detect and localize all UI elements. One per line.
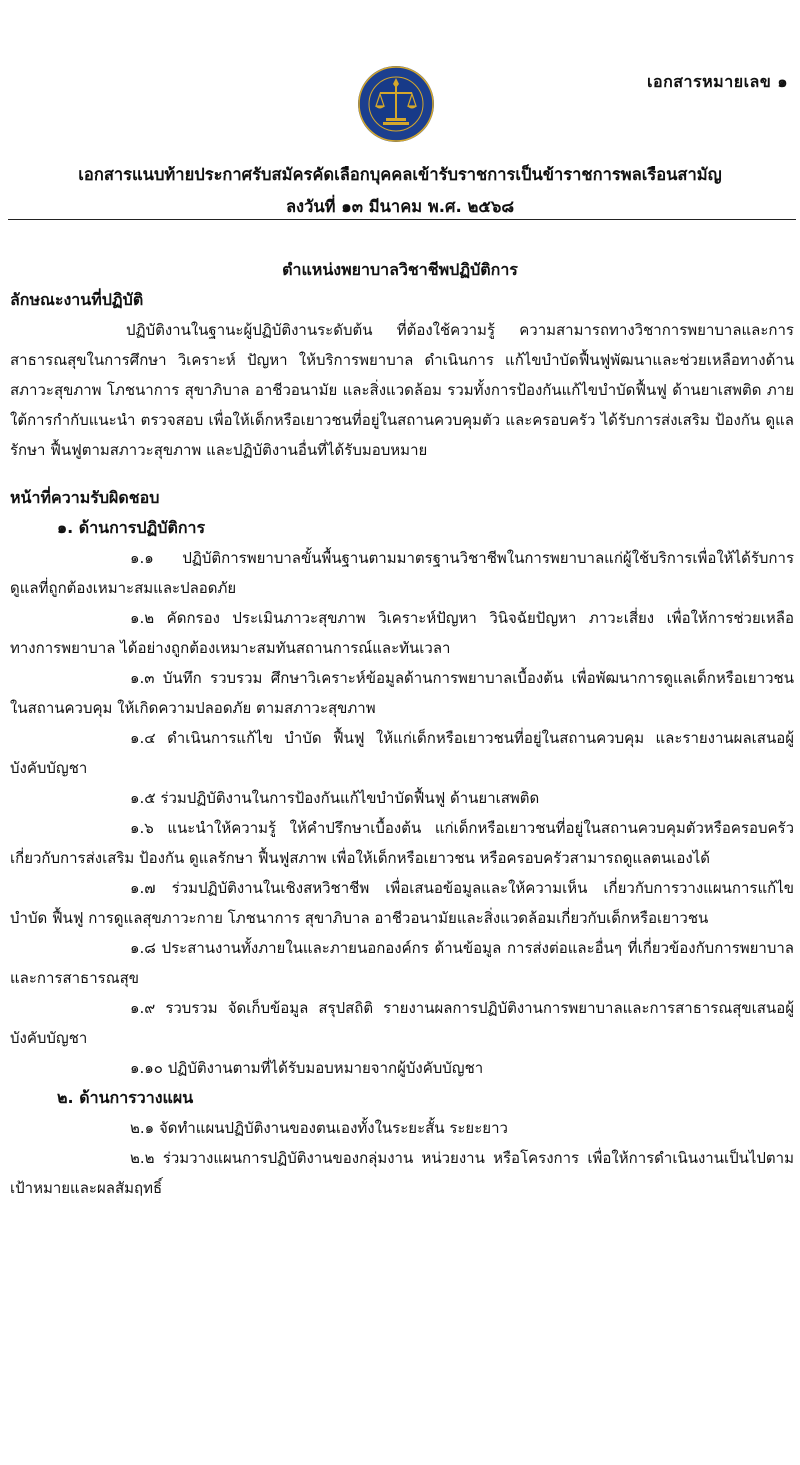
document-number: เอกสารหมายเลข ๑ <box>647 72 788 91</box>
duty-section-title: ๑. ด้านการปฏิบัติการ <box>57 518 206 537</box>
duty-item: ๑.๒ คัดกรอง ประเมินภาวะสุขภาพ วิเคราะห์ปัญหา วินิจฉัยปัญหา ภาวะเสี่ยง เพื่อให้การช่วยเหลือทางการพยาบาล ได้อย่างถูกต้องเหมาะสมทันสถานการณ์และทันเวลา <box>10 609 794 657</box>
job-nature-heading: ลักษณะงานที่ปฏิบัติ <box>10 290 144 309</box>
announcement-title: เอกสารแนบท้ายประกาศรับสมัครคัดเลือกบุคคลเข้ารับราชการเป็นข้าราชการพลเรือนสามัญ <box>78 165 722 184</box>
position-title: ตำแหน่งพยาบาลวิชาชีพปฏิบัติการ <box>282 260 518 279</box>
duty-item: ๒.๒ ร่วมวางแผนการปฏิบัติงานของกลุ่มงาน หน่วยงาน หรือโครงการ เพื่อให้การดำเนินงานเป็นไปตามเป้าหมายและผลสัมฤทธิ์ <box>10 1149 794 1197</box>
document-body <box>10 285 794 1203</box>
duty-item: ๑.๔ ดำเนินการแก้ไข บำบัด ฟื้นฟู ให้แก่เด็กหรือเยาวชนที่อยู่ในสถานควบคุม และรายงานผลเสนอผู้บังคับบัญชา <box>10 729 794 777</box>
duty-item: ๑.๘ ประสานงานทั้งภายในและภายนอกองค์กร ด้านข้อมูล การส่งต่อและอื่นๆ ที่เกี่ยวข้องกับการพยาบาลและการสาธารณสุข <box>10 939 794 987</box>
header-divider <box>8 219 796 220</box>
duty-item: ๑.๖ แนะนำให้ความรู้ ให้คำปรึกษาเบื้องต้น แก่เด็กหรือเยาวชนที่อยู่ในสถานควบคุมตัวหรือครอบครัว เกี่ยวกับการส่งเสริม ป้องกัน ดูแลรักษา ฟื้นฟูสภาพ เพื่อให้เด็กหรือเยาวชน หรือครอบครัวสามารถดูแลตนเองได้ <box>10 819 794 867</box>
duty-item: ๒.๑ จัดทำแผนปฏิบัติงานของตนเองทั้งในระยะสั้น ระยะยาว <box>130 1119 508 1137</box>
duty-item: ๑.๙ รวบรวม จัดเก็บข้อมูล สรุปสถิติ รายงานผลการปฏิบัติงานการพยาบาลและการสาธารณสุขเสนอผู้บังคับบัญชา <box>10 999 794 1047</box>
duty-item: ๑.๑ ปฏิบัติการพยาบาลขั้นพื้นฐานตามมาตรฐานวิชาชีพในการพยาบาลแก่ผู้ใช้บริการเพื่อให้ได้รับการดูแลที่ถูกต้องเหมาะสมและปลอดภัย <box>10 549 794 597</box>
duty-section-title: ๒. ด้านการวางแผน <box>57 1088 194 1107</box>
duty-item: ๑.๑๐ ปฏิบัติงานตามที่ได้รับมอบหมายจากผู้บังคับบัญชา <box>130 1059 484 1077</box>
agency-seal-logo <box>356 64 436 144</box>
job-nature-text: ปฏิบัติงานในฐานะผู้ปฏิบัติงานระดับต้น ที่ต้องใช้ความรู้ ความสามารถทางวิชาการพยาบาลและการสาธารณสุขในการศึกษา วิเคราะห์ ปัญหา ให้บริการพยาบาล ดำเนินการ แก้ไขบำบัดฟื้นฟูพัฒนาและช่วยเหลือทางด้านสภาวะสุขภาพ โภชนาการ สุขาภิบาล อาชีวอนามัย และสิ่งแวดล้อม รวมทั้งการป้องกันแก้ไขบำบัดฟื้นฟู ด้านยาเสพติด ภายใต้การกำกับแนะนำ ตรวจสอบ เพื่อให้เด็กหรือเยาวชนที่อยู่ในสถานควบคุมตัว และครอบครัว ได้รับการส่งเสริม ป้องกัน ดูแลรักษา ฟื้นฟูตามสภาวะสุขภาพ และปฏิบัติงานอื่นที่ได้รับมอบหมาย <box>10 321 794 459</box>
duty-item: ๑.๕ ร่วมปฏิบัติงานในการป้องกันแก้ไขบำบัดฟื้นฟู ด้านยาเสพติด <box>130 789 540 807</box>
section-spacer <box>10 465 794 483</box>
duty-item: ๑.๓ บันทึก รวบรวม ศึกษาวิเคราะห์ข้อมูลด้านการพยาบาลเบื้องต้น เพื่อพัฒนาการดูแลเด็กหรือเยาวชน ในสถานควบคุม ให้เกิดความปลอดภัย ตามสภาวะสุขภาพ <box>10 669 794 717</box>
announcement-date: ลงวันที่ ๑๓ มีนาคม พ.ศ. ๒๕๖๘ <box>285 197 515 216</box>
duties-heading: หน้าที่ความรับผิดชอบ <box>10 488 160 507</box>
duty-item: ๑.๗ ร่วมปฏิบัติงานในเชิงสหวิชาชีพ เพื่อเสนอข้อมูลและให้ความเห็น เกี่ยวกับการวางแผนการแก้ไขบำบัด ฟื้นฟู การดูแลสุขภาวะกาย โภชนาการ สุขาภิบาล อาชีวอนามัยและสิ่งแวดล้อมเกี่ยวกับเด็กหรือเยาวชน <box>10 879 794 927</box>
